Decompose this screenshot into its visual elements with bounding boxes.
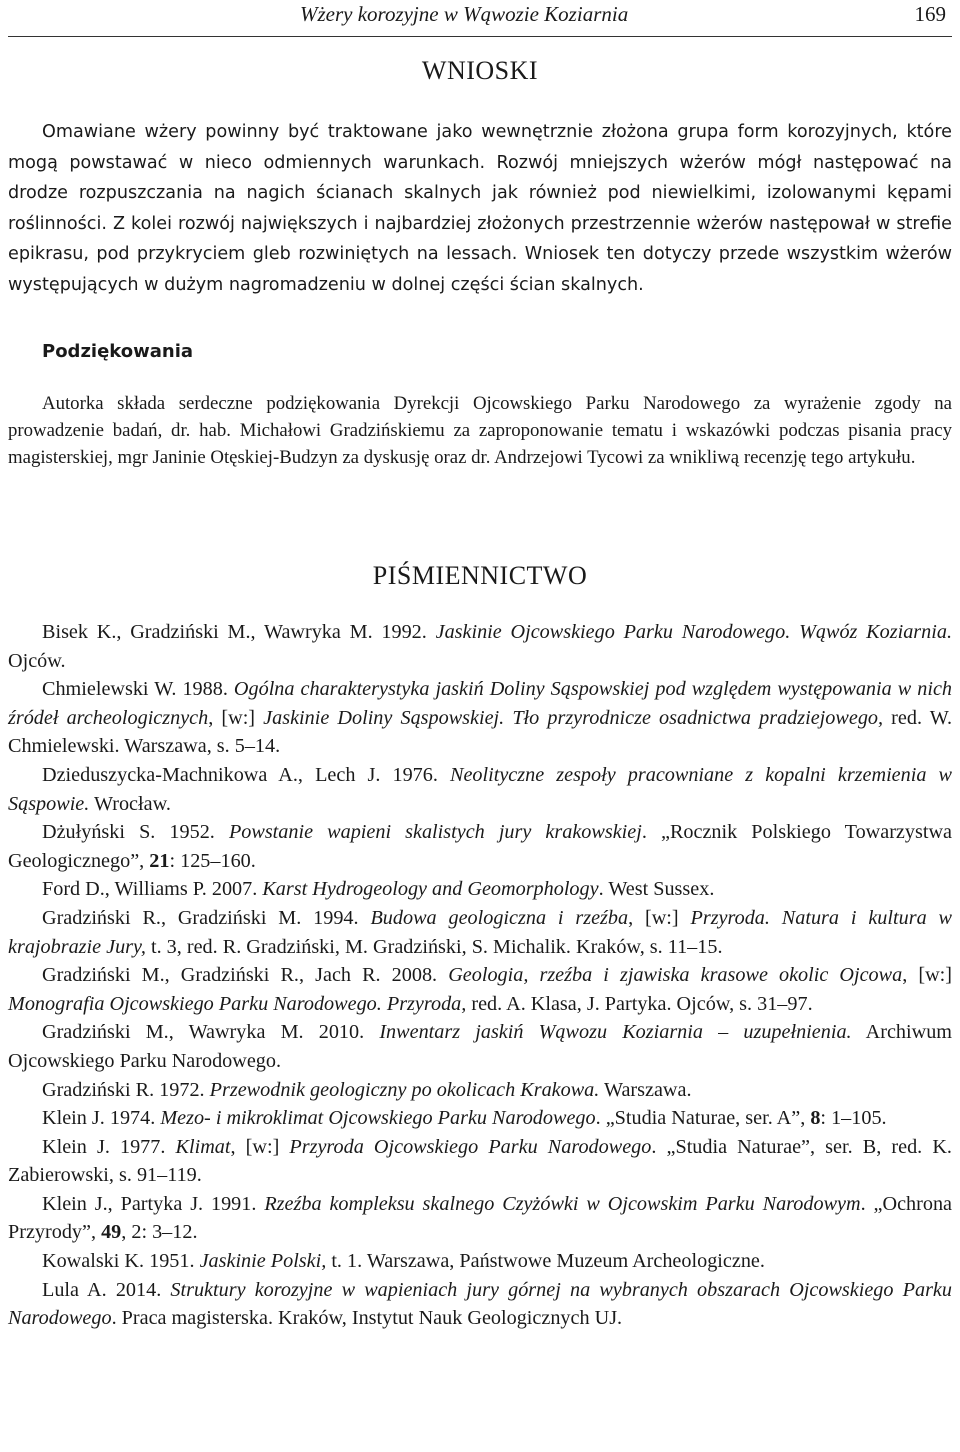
reference-text: . West Sussex.	[598, 878, 715, 901]
reference-text: Monografia Ojcowskiego Parku Narodowego. Przyroda,	[8, 992, 467, 1015]
reference-entry	[8, 1104, 952, 1133]
reference-text: Gradziński R., Gradziński M. 1994.	[42, 906, 371, 929]
reference-text: Przyroda Ojcowskiego Parku Narodowego	[289, 1135, 652, 1158]
running-title: Wżery korozyjne w Wąwozie Koziarnia	[300, 2, 629, 26]
conclusions-heading: WNIOSKI	[421, 56, 539, 85]
page-number: 169	[914, 2, 946, 26]
reference-text: Mezo- i mikroklimat Ojcowskiego Parku Narodowego	[160, 1107, 596, 1130]
reference-text: 21	[149, 849, 170, 872]
acknowledgements-paragraph: Autorka składa serdeczne podziękowania Dyrekcji Ojcowskiego Parku Narodowego za wyrażenie zgody na prowadzenie badań, dr. hab. Michałowi Gradzińskiemu za zaproponowanie tematu i wskazówki podczas pisania pracy magisterskiej, mgr Janinie Otęskiej-Budzyn za dyskusję oraz dr. Andrzejowi Tycowi za wnikliwą recenzję tego artykułu.	[8, 393, 952, 469]
reference-text: Neolityczne zespoły pracowniane z kopalni krzemienia w Sąspowie.	[8, 763, 952, 815]
reference-text: Dżułyński S. 1952.	[42, 821, 229, 844]
reference-text: Bisek K., Gradziński M., Wawryka M. 1992.	[42, 621, 436, 643]
reference-text: Powstanie wapieni skalistych jury krakowskiej	[228, 821, 642, 844]
reference-text: Rzeźba kompleksu skalnego Czyżówki w Ojcowskim Parku Narodowym	[264, 1192, 861, 1215]
reference-text: Ford D., Williams P. 2007.	[42, 878, 263, 901]
acknowledgements-heading: Podziękowania	[42, 341, 194, 362]
reference-text: Ojców.	[8, 649, 66, 672]
reference-text: Gradziński R. 1972.	[42, 1078, 210, 1101]
reference-entry	[8, 875, 952, 904]
reference-entry	[8, 818, 952, 875]
reference-text: Archiwum Ojcowskiego Parku Narodowego.	[8, 1021, 952, 1072]
reference-text: . „Ochrona Przyrody”,	[8, 1192, 953, 1244]
reference-text: Jaskinie Ojcowskiego Parku Narodowego. Wąwóz Koziarnia.	[435, 621, 952, 643]
reference-text: 8	[810, 1107, 821, 1130]
reference-text: Kowalski K. 1951.	[42, 1250, 200, 1273]
reference-text: t. 3, red. R. Gradziński, M. Gradziński, S. Michalik. Kraków, s. 11–15.	[145, 935, 723, 958]
reference-text: Klimat	[175, 1135, 231, 1158]
reference-text: . „Studia Naturae”, ser. B, red. K. Zabierowski, s. 91–119.	[8, 1135, 952, 1187]
reference-text: Klein J., Partyka J. 1991.	[42, 1192, 265, 1215]
reference-text: red. W. Chmielewski. Warszawa, s. 5–14.	[8, 706, 953, 758]
reference-text: Przyroda. Natura i kultura w krajobrazie Jury,	[8, 906, 952, 958]
reference-text: Geologia, rzeźba i zjawiska krasowe okolic Ojcowa	[448, 964, 903, 987]
reference-text: Karst Hydrogeology and Geomorphology	[262, 878, 599, 901]
reference-text: , [w:]	[902, 964, 952, 987]
reference-entry	[8, 1018, 952, 1075]
reference-text: , [w:]	[208, 706, 264, 729]
reference-entry	[8, 961, 952, 1018]
conclusions-paragraph: Omawiane wżery powinny być traktowane jako wewnętrznie złożona grupa form korozyjnych, które mogą powstawać w nieco odmiennych warunkach. Rozwój mniejszych wżerów mógł następować na drodze rozpuszczania na nagich ścianach skalnych jak również pod niewielkimi, izolowanymi kępami roślinności. Z kolei rozwój największych i najbardziej złożonych przestrzennie wżerów następował w strefie epikrasu, pod przykryciem gleb rozwiniętych na lessach. Wniosek ten dotyczy przede wszystkim wżerów występujących w dużym nagromadzeniu w dolnej części ścian skalnych.	[8, 122, 952, 295]
reference-entry	[8, 1247, 952, 1276]
reference-text: Struktury korozyjne w wapieniach jury górnej na wybranych obszarach Ojcowskiego Parku Narodowego	[8, 1278, 952, 1330]
reference-text: Jaskinie Polski,	[199, 1250, 327, 1273]
reference-text: : 1–105.	[820, 1107, 887, 1130]
reference-text: Klein J. 1977.	[42, 1135, 176, 1158]
reference-text: Gradziński M., Gradziński R., Jach R. 2008.	[42, 964, 449, 987]
reference-text: , [w:]	[628, 906, 691, 929]
reference-text: Jaskinie Doliny Sąspowskiej. Tło przyrodnicze osadnictwa pradziejowego,	[263, 706, 884, 729]
running-header	[8, 0, 952, 37]
reference-text: Klein J. 1974.	[42, 1107, 161, 1130]
reference-text: . Praca magisterska. Kraków, Instytut Nauk Geologicznych UJ.	[111, 1307, 623, 1330]
reference-list	[8, 618, 952, 1333]
reference-entry	[8, 1276, 952, 1333]
references-heading: PIŚMIENNICTWO	[372, 561, 588, 590]
reference-text: , 2: 3–12.	[121, 1221, 198, 1244]
reference-entry	[8, 1076, 952, 1105]
reference-entry	[8, 1190, 952, 1247]
reference-text: Inwentarz jaskiń Wąwozu Koziarnia – uzupełnienia.	[379, 1021, 852, 1044]
reference-text: . „Studia Naturae, ser. A”,	[595, 1107, 811, 1130]
reference-entry	[8, 904, 952, 961]
reference-text: : 125–160.	[169, 849, 256, 872]
reference-text: Chmielewski W. 1988.	[42, 678, 234, 701]
reference-text: . „Rocznik Polskiego Towarzystwa Geologicznego”,	[8, 821, 952, 872]
reference-text: Ogólna charakterystyka jaskiń Doliny Sąspowskiej pod względem występowania w nich źródeł archeologicznych	[8, 678, 952, 729]
reference-text: Lula A. 2014.	[42, 1278, 171, 1301]
reference-text: t. 1. Warszawa, Państwowe Muzeum Archeologiczne.	[326, 1250, 765, 1273]
reference-entry	[8, 675, 952, 761]
reference-text: 49	[101, 1221, 122, 1244]
reference-text: Dzieduszycka-Machnikowa A., Lech J. 1976.	[42, 763, 450, 786]
reference-text: Budowa geologiczna i rzeźba	[370, 906, 629, 929]
reference-entry	[8, 761, 952, 818]
reference-text: Przewodnik geologiczny po okolicach Krakowa.	[209, 1078, 600, 1101]
reference-text: Wrocław.	[89, 792, 171, 815]
reference-text: Warszawa.	[599, 1078, 692, 1101]
reference-text: Gradziński M., Wawryka M. 2010.	[42, 1021, 380, 1044]
reference-text: red. A. Klasa, J. Partyka. Ojców, s. 31–97.	[466, 992, 813, 1015]
reference-entry	[8, 1133, 952, 1190]
reference-entry	[8, 618, 952, 675]
reference-text: , [w:]	[230, 1135, 290, 1158]
